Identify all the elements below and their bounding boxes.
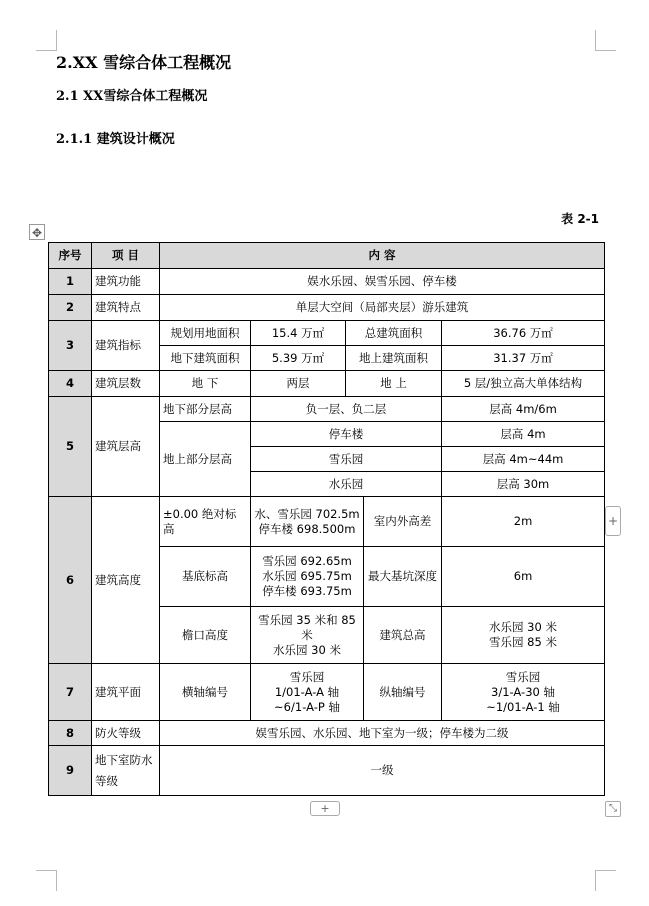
cell-value: 雪乐园 xyxy=(251,447,442,472)
header-item: 项 目 xyxy=(92,243,160,269)
text-line: 水乐园 30 米 xyxy=(273,642,341,657)
row-item: 建筑功能 xyxy=(92,269,160,295)
cell-value: 停车楼 xyxy=(251,422,442,447)
cell-value: 负一层、负二层 xyxy=(251,397,442,422)
cell-value: 15.4 万㎡ xyxy=(251,321,346,346)
building-spec-table xyxy=(48,242,605,796)
cell-value xyxy=(251,497,364,547)
cell-label: 地 上 xyxy=(346,371,442,397)
row-no: 6 xyxy=(49,497,92,664)
crop-mark-bottom-left xyxy=(36,870,57,891)
cell-label: ±0.00 绝对标高 xyxy=(160,497,251,547)
header-no: 序号 xyxy=(49,243,92,269)
text-line: 水乐园 695.75m xyxy=(262,569,352,583)
row-value: 娱水乐园、娱雪乐园、停车楼 xyxy=(160,269,605,295)
text-line: 停车楼 693.75m xyxy=(262,584,352,598)
header-content: 内 容 xyxy=(160,243,605,269)
cell-value: 层高 4m xyxy=(442,422,605,447)
add-column-button[interactable]: + xyxy=(605,506,621,536)
text-line: ~6/1-A-P 轴 xyxy=(274,699,340,714)
cell-label: 横轴编号 xyxy=(160,664,251,721)
row-item: 建筑层高 xyxy=(92,397,160,497)
cell-value xyxy=(251,664,364,721)
cell-value xyxy=(442,607,605,664)
heading-level-2: 2.1 XX雪综合体工程概况 xyxy=(56,89,208,104)
heading-level-1: 2.XX 雪综合体工程概况 xyxy=(56,53,232,72)
row-no: 3 xyxy=(49,321,92,371)
row-item: 建筑平面 xyxy=(92,664,160,721)
cell-label: 地下部分层高 xyxy=(160,397,251,422)
cell-label: 基底标高 xyxy=(160,547,251,607)
cell-label: 地上部分层高 xyxy=(160,422,251,497)
cell-value: 两层 xyxy=(251,371,346,397)
cell-value: 5 层/独立高大单体结构 xyxy=(442,371,605,397)
row-no: 4 xyxy=(49,371,92,397)
cell-value: 层高 4m~44m xyxy=(442,447,605,472)
row-no: 8 xyxy=(49,721,92,746)
table-header-row xyxy=(49,243,605,269)
row-no: 7 xyxy=(49,664,92,721)
cell-value: 水乐园 xyxy=(251,472,442,497)
heading-level-3: 2.1.1 建筑设计概况 xyxy=(56,132,175,147)
row-item: 防火等级 xyxy=(92,721,160,746)
row-value: 一级 xyxy=(160,746,605,796)
text-line: 雪乐园 35 米和 85 米 xyxy=(258,612,356,642)
row-value: 娱雪乐园、水乐园、地下室为一级；停车楼为二级 xyxy=(160,721,605,746)
table-row xyxy=(49,746,605,796)
row-no: 2 xyxy=(49,295,92,321)
cell-value: 2m xyxy=(442,497,605,547)
row-item: 地下室防水等级 xyxy=(92,746,160,796)
text-line: 水乐园 30 米 xyxy=(489,620,557,634)
cell-value: 6m xyxy=(442,547,605,607)
cell-label: 地上建筑面积 xyxy=(346,346,442,371)
cell-label: 纵轴编号 xyxy=(364,664,442,721)
cell-value: 5.39 万㎡ xyxy=(251,346,346,371)
row-item: 建筑指标 xyxy=(92,321,160,371)
row-no: 1 xyxy=(49,269,92,295)
row-no: 9 xyxy=(49,746,92,796)
row-item: 建筑特点 xyxy=(92,295,160,321)
table-row xyxy=(49,295,605,321)
text-line: 雪乐园 xyxy=(289,669,325,684)
add-row-button[interactable]: + xyxy=(310,801,340,816)
text-line: 雪乐园 85 米 xyxy=(489,635,557,649)
table-row xyxy=(49,321,605,346)
table-move-handle-icon[interactable]: ✥ xyxy=(29,224,45,240)
crop-mark-top-left xyxy=(36,30,57,51)
table-row xyxy=(49,269,605,295)
table-row xyxy=(49,371,605,397)
text-line: 停车楼 698.500m xyxy=(258,521,356,536)
cell-value: 36.76 万㎡ xyxy=(442,321,605,346)
cell-label: 檐口高度 xyxy=(160,607,251,664)
cell-value: 层高 30m xyxy=(442,472,605,497)
row-no: 5 xyxy=(49,397,92,497)
cell-label: 地下建筑面积 xyxy=(160,346,251,371)
cell-value: 31.37 万㎡ xyxy=(442,346,605,371)
cell-label: 建筑总高 xyxy=(364,607,442,664)
cell-value xyxy=(251,607,364,664)
table-row xyxy=(49,397,605,422)
cell-label: 室内外高差 xyxy=(364,497,442,547)
table-caption: 表 2-1 xyxy=(561,212,599,226)
table-row xyxy=(49,721,605,746)
table-resize-handle-icon[interactable]: ⤡ xyxy=(605,801,621,817)
text-line: ~1/01-A-1 轴 xyxy=(486,699,560,714)
cell-label: 规划用地面积 xyxy=(160,321,251,346)
table-row xyxy=(49,664,605,721)
cell-label: 总建筑面积 xyxy=(346,321,442,346)
text-line: 3/1-A-30 轴 xyxy=(491,684,555,699)
cell-value: 层高 4m/6m xyxy=(442,397,605,422)
text-line: 雪乐园 xyxy=(505,669,541,684)
row-value: 单层大空间（局部夹层）游乐建筑 xyxy=(160,295,605,321)
cell-value xyxy=(251,547,364,607)
row-item: 建筑层数 xyxy=(92,371,160,397)
text-line: 水、雪乐园 702.5m xyxy=(254,506,360,521)
table-row xyxy=(49,497,605,547)
crop-mark-bottom-right xyxy=(595,870,616,891)
text-line: 1/01-A-A 轴 xyxy=(274,684,340,699)
cell-value xyxy=(442,664,605,721)
crop-mark-top-right xyxy=(595,30,616,51)
cell-label: 最大基坑深度 xyxy=(364,547,442,607)
cell-label: 地 下 xyxy=(160,371,251,397)
row-item: 建筑高度 xyxy=(92,497,160,664)
text-line: 雪乐园 692.65m xyxy=(262,554,352,568)
